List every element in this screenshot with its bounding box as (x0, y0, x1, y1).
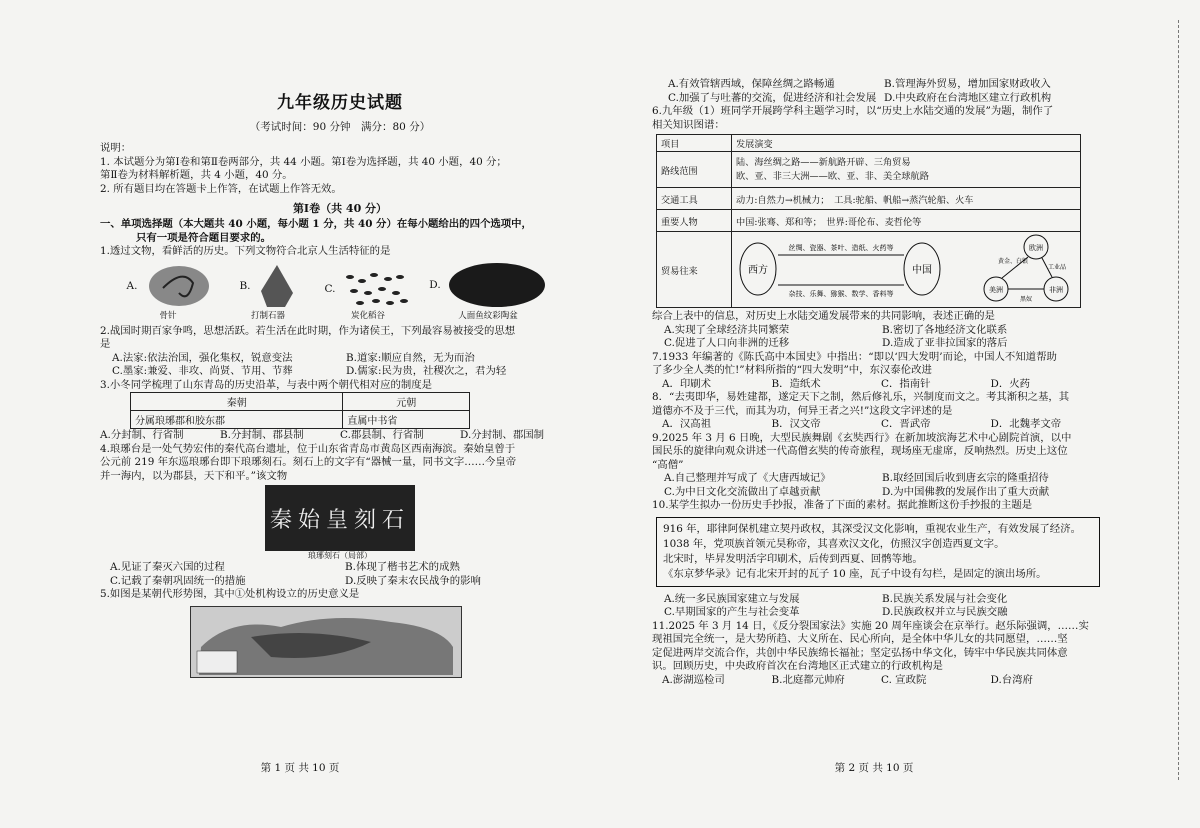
q6-cell: 重要人物 (657, 210, 732, 232)
diagram-label-slaves: 黑奴 (1020, 296, 1033, 303)
q5-option-a[interactable]: A.有效管辖西域，保障丝绸之路畅通 (668, 78, 835, 90)
question-8: 8．“去夷即华，易姓建都，遂定天下之制，然后修礼乐，兴制度而文之。考其渐积之基，其 (652, 391, 1070, 403)
trade-diagram-cell (732, 232, 1081, 308)
q6-cell: 路线范围 (657, 152, 732, 188)
q1-images (118, 261, 580, 321)
question-4-cont-2: 并一海内，以为郡县，天下和平。”该文物 (100, 469, 288, 482)
q7-option-b[interactable]: B．造纸术 (771, 377, 821, 390)
question-11-cont-1: 现祖国完全统一，是大势所趋、大义所在、民心所向，是全体中华儿女的共同愿望，……坚 (652, 633, 1068, 645)
question-4-cont-1: 公元前 219 年东巡琅琊台即下琅琊刻石。刻石上的文字有“器械一量，同书文字……今皇帝 (100, 456, 517, 468)
q10-material-line: 《东京梦华录》记有北宋开封的瓦子 10 座，瓦子中设有勾栏，是固定的演出场所。 (663, 567, 1047, 580)
langya-stele-image: 秦始皇刻石 (265, 485, 415, 551)
dynasty-map-image (190, 606, 462, 678)
q6-option-c[interactable]: C.促进了人口向非洲的迁移 (664, 337, 790, 349)
q10-material-line: 北宋时，毕昇发明活字印刷术，后传到西夏、回鹘等地。 (663, 552, 923, 565)
question-9-cont-2: “高僧” (652, 458, 684, 471)
diagram-africa: 非洲 (1049, 286, 1063, 294)
q7-option-c[interactable]: C．指南针 (881, 377, 931, 390)
diagram-top-goods: 丝绸、瓷器、茶叶、造纸、火药等 (788, 244, 894, 252)
diagram-china: 中国 (912, 265, 932, 276)
page-2 (600, 0, 1200, 828)
q10-options (652, 593, 1100, 620)
q1-option-a[interactable]: A. 骨针 (118, 263, 218, 321)
q1-option-b[interactable]: B. 打制石器 (218, 263, 318, 321)
stele-caption: 琅琊刻石（局部） (308, 551, 372, 560)
q2-option-b[interactable]: B.道家:顺应自然，无为而治 (346, 351, 475, 364)
q4-option-c[interactable]: C.记载了秦朝巩固统一的措施 (110, 574, 246, 587)
q6-option-b[interactable]: B.密切了各地经济文化联系 (882, 323, 1008, 336)
diagram-west: 西方 (748, 265, 768, 276)
question-1: 1.透过文物，看鲜活的历史。下列文物符合北京人生活特征的是 (100, 245, 391, 257)
q3-option-a[interactable]: A.分封制、行省制 (100, 429, 184, 441)
q7-option-a[interactable]: A．印刷术 (662, 377, 712, 390)
q10-option-d[interactable]: D.民族政权并立与民族交融 (882, 606, 1008, 618)
diagram-america: 美洲 (989, 286, 1003, 294)
question-11: 11.2025 年 3 月 14 日，《反分裂国家法》实施 20 周年座谈会在京举行。赵乐际强调，……实 (652, 619, 1089, 632)
q4-option-b[interactable]: B.体现了楷书艺术的成熟 (345, 561, 460, 573)
q9-option-b[interactable]: B.取经回国后收到唐玄宗的隆重招待 (882, 472, 1049, 484)
q6-table (656, 134, 1081, 308)
page-2-footer: 第 2 页 共 10 页 (834, 762, 914, 774)
q8-option-a[interactable]: A．汉高祖 (662, 418, 712, 430)
q10-material-line: 1038 年，党项族首领元昊称帝，其喜欢汉文化，仿照汉字创造西夏文字。 (663, 537, 1005, 550)
question-9: 9.2025 年 3 月 6 日晚，大型民族舞剧《玄奘西行》在新加坡滨海艺术中心剧院首演，以中 (652, 431, 1072, 444)
question-2: 2.战国时期百家争鸣，思想活跃。若生活在此时期，作为诸侯王，下列最容易被接受的思想 (100, 324, 516, 337)
instruction-1: 一、单项选择题（本大题共 40 小题，每小题 1 分，共 40 分）在每小题给出的四个选项中， (100, 218, 532, 230)
q6-option-d[interactable]: D.造成了亚非拉国家的落后 (882, 337, 1008, 349)
map-shape (191, 607, 461, 677)
q10-material-box (656, 517, 1100, 587)
q3-options (100, 429, 580, 443)
note-2: 第Ⅱ卷为材料解析题，共 4 小题，40 分。 (100, 169, 293, 181)
diagram-bottom-goods: 杂技、乐舞、猕猴、数学、香料等 (788, 290, 894, 298)
q2-options (100, 352, 580, 379)
bone-needle-image (143, 263, 209, 309)
q6-cell: 陆、海丝绸之路——新航路开辟、三角贸易 欧、亚、非三大洲——欧、亚、非、美全球航路 (732, 152, 1081, 188)
diagram-label-industry: 工业品 (1048, 264, 1067, 271)
q5-option-b[interactable]: B.管理海外贸易，增加国家财政收入 (884, 78, 1051, 90)
carbonized-rice-image (342, 269, 412, 309)
q7-option-d[interactable]: D．火药 (990, 377, 1031, 390)
stone-tool-image (257, 263, 297, 309)
question-11-cont-3: 识。回顾历史，中央政府首次在台湾地区正式建立的行政机构是 (652, 660, 943, 672)
question-2-cont: 是 (100, 338, 111, 350)
question-9-cont-1: 国民乐的旋律向观众讲述一代高僧玄奘的传奇旅程，现场座无虚席，反响热烈。历史上这位 (652, 445, 1068, 457)
question-8-cont: 道德亦不及于三代，而其为功，何异王者之兴!”这段文字评述的是 (652, 404, 953, 417)
q6-header: 项目 (657, 135, 732, 152)
note-3: 2. 所有题目均在答题卡上作答，在试题上作答无效。 (100, 182, 342, 195)
q6-cell: 交通工具 (657, 188, 732, 210)
q11-options (652, 674, 1100, 688)
q9-option-d[interactable]: D.为中国佛教的发展作出了重大贡献 (882, 485, 1050, 498)
q3-option-b[interactable]: B.分封制、郡县制 (220, 429, 304, 441)
q8-option-d[interactable]: D．北魏孝文帝 (990, 418, 1062, 430)
q5-options (652, 78, 1100, 105)
question-7-cont: 了多少全人类的忙!”材料所指的“四大发明”中，东汉泰伦改进 (652, 364, 932, 376)
q9-options (652, 472, 1100, 499)
q6-cell: 贸易往来 (657, 232, 732, 308)
q9-option-a[interactable]: A.自己整理并写成了《大唐西域记》 (664, 472, 831, 484)
question-6-cont: 相关知识图谱： (652, 118, 725, 131)
q3-cell: 元朝 (343, 393, 470, 411)
question-5: 5.如图是某朝代形势图，其中①处机构设立的历史意义是 (100, 588, 360, 600)
q4-options (100, 561, 580, 588)
q11-option-d[interactable]: D.台湾府 (990, 673, 1033, 686)
notes-heading: 说明： (100, 142, 132, 154)
question-6: 6.九年级（1）班同学开展跨学科主题学习时，以“历史上水陆交通的发展”为题，制作了 (652, 105, 1054, 117)
q10-option-b[interactable]: B.民族关系发展与社会变化 (882, 592, 1008, 605)
q9-option-c[interactable]: C.为中日文化交流做出了卓越贡献 (664, 485, 821, 498)
exam-subtitle: （考试时间：90 分钟 满分：80 分） (249, 121, 431, 133)
q4-option-d[interactable]: D.反映了秦末农民战争的影响 (345, 574, 481, 587)
q11-option-b[interactable]: B.北庭都元帅府 (771, 673, 845, 686)
q6-option-a[interactable]: A.实现了全球经济共同繁荣 (664, 323, 790, 336)
question-10: 10.某学生拟办一份历史手抄报，准备了下面的素材。据此推断这份手抄报的主题是 (652, 499, 1033, 511)
q6-options (652, 324, 1100, 351)
q4-option-a[interactable]: A.见证了秦灭六国的过程 (110, 561, 225, 573)
diagram-label-gold: 黄金、白银 (998, 258, 1029, 265)
question-7: 7.1933 年编著的《陈氏高中本国史》中指出：“即以‘四大发明’而论，中国人不知道帮助 (652, 350, 1057, 363)
q10-option-a[interactable]: A.统一多民族国家建立与发展 (664, 592, 800, 605)
note-1: 1. 本试题分为第Ⅰ卷和第Ⅱ卷两部分，共 44 小题。第Ⅰ卷为选择题，共 40 小题，40 分； (100, 155, 507, 168)
q2-option-d[interactable]: D.儒家:民为贵，社稷次之，君为轻 (346, 365, 507, 377)
q5-option-d[interactable]: D.中央政府在台湾地区建立行政机构 (884, 91, 1052, 104)
q8-option-b[interactable]: B．汉文帝 (771, 418, 821, 430)
q6-cell: 中国:张骞、郑和等； 世界:哥伦布、麦哲伦等 (732, 210, 1081, 232)
instruction-2: 只有一项是符合题目要求的。 (136, 231, 272, 244)
q1-option-d[interactable]: D. 人面鱼纹彩陶盆 (418, 261, 558, 321)
painted-pottery-basin-image (447, 261, 547, 309)
section-heading: 第Ⅰ卷（共 40 分） (292, 202, 388, 215)
exam-title: 九年级历史试题 (277, 93, 403, 113)
q3-option-c[interactable]: C.郡县制、行省制 (340, 429, 424, 441)
q10-option-c[interactable]: C.早期国家的产生与社会变革 (664, 606, 800, 618)
question-3: 3.小冬同学梳理了山东青岛的历史沿革，与表中两个朝代相对应的制度是 (100, 378, 433, 391)
q3-cell: 直属中书省 (343, 411, 470, 429)
q3-option-d[interactable]: D.分封制、郡国制 (460, 429, 544, 441)
q8-option-c[interactable]: C．晋武帝 (881, 418, 931, 430)
q2-option-a[interactable]: A.法家:依法治国，强化集权，锐意变法 (112, 351, 293, 364)
q5-option-c[interactable]: C.加强了与吐蕃的交流，促进经济和社会发展 (668, 91, 877, 104)
page-1-footer: 第 1 页 共 10 页 (260, 762, 340, 774)
q6-header: 发展演变 (732, 135, 1081, 152)
q8-options (652, 418, 1100, 432)
diagram-europe: 欧洲 (1029, 244, 1043, 252)
q10-material-line: 916 年，耶律阿保机建立契丹政权，其深受汉文化影响，重视农业生产，有效发展了经济。 (663, 522, 1081, 535)
q3-cell: 秦朝 (131, 393, 343, 411)
question-4: 4.琅琊台是一处气势宏伟的秦代高台遗址，位于山东省青岛市黄岛区西南海滨。秦始皇曾于 (100, 442, 516, 455)
q11-option-a[interactable]: A.澎湖巡检司 (662, 673, 725, 686)
question-11-cont-2: 定促进两岸交流合作，共创中华民族绵长福祉；坚定弘扬中华文化，铸牢中华民族共同体意 (652, 646, 1068, 659)
q3-table (130, 392, 470, 429)
q3-cell: 分属琅琊郡和胶东郡 (131, 411, 343, 429)
q6-cell: 动力:自然力→机械力； 工具:驼船、帆船→蒸汽轮船、火车 (732, 188, 1081, 210)
q1-option-c[interactable]: C. 炭化稻谷 (318, 269, 418, 321)
q7-options (652, 378, 1100, 392)
trade-diagram (736, 233, 1076, 303)
question-6-ask: 综合上表中的信息，对历史上水陆交通发展带来的共同影响，表述正确的是 (652, 310, 995, 322)
q2-option-c[interactable]: C.墨家:兼爱、非攻、尚贤、节用、节葬 (112, 365, 293, 377)
q11-option-c[interactable]: C. 宣政院 (881, 673, 927, 686)
